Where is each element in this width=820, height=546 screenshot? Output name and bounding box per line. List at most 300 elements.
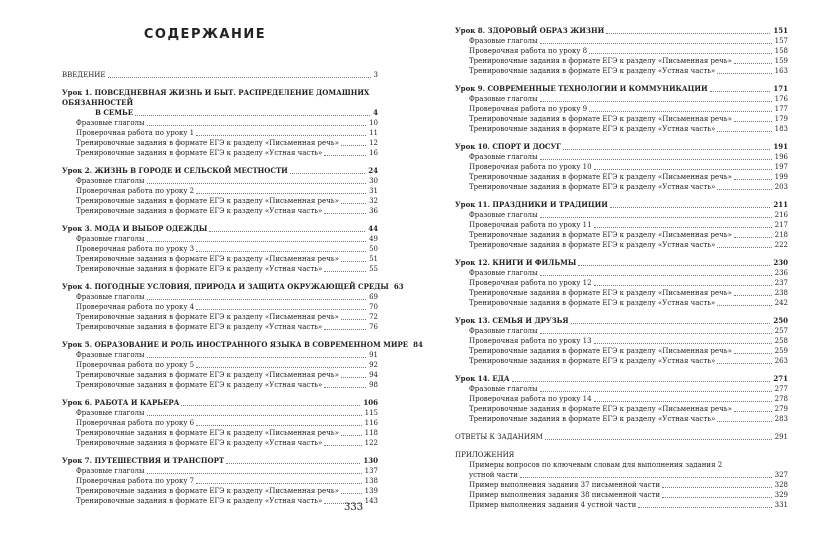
entry-page-number: 197 <box>774 163 788 171</box>
page-title: СОДЕРЖАНИЕ <box>143 27 267 42</box>
toc-section <box>455 450 788 510</box>
dot-leader <box>324 212 366 214</box>
toc-list <box>62 70 423 514</box>
entry-page-number: 116 <box>364 419 378 427</box>
toc-entry[interactable] <box>62 118 378 128</box>
entry-page-number: 328 <box>774 481 788 489</box>
entry-page-number: 36 <box>369 207 378 215</box>
entry-title: Тренировочные задания в формате ЕГЭ к разделу «Устная часть» <box>469 415 716 423</box>
toc-entry[interactable] <box>62 496 378 506</box>
entry-title: Проверочная работа по уроку 6 <box>76 419 195 427</box>
entry-title: Проверочная работа по уроку 11 <box>469 221 592 229</box>
entry-page-number: 222 <box>774 241 788 249</box>
entry-title: Урок 7. ПУТЕШЕСТВИЯ И ТРАНСПОРТ <box>62 456 225 465</box>
entry-page-number: 72 <box>369 313 378 321</box>
toc-entry[interactable] <box>62 380 378 390</box>
toc-section <box>455 432 788 442</box>
toc-heading[interactable] <box>455 432 788 442</box>
entry-page-number: 271 <box>773 374 788 383</box>
dot-leader <box>571 322 771 324</box>
entry-title: Тренировочные задания в формате ЕГЭ к разделу «Письменная речь» <box>469 57 732 65</box>
entry-title: Тренировочные задания в формате ЕГЭ к разделу «Письменная речь» <box>469 173 732 181</box>
toc-entry[interactable] <box>62 264 378 274</box>
toc-entry[interactable] <box>455 470 788 480</box>
toc-section <box>62 340 423 390</box>
toc-entry[interactable] <box>455 326 788 336</box>
entry-title: Фразовые глаголы <box>469 153 538 161</box>
toc-section <box>455 200 788 250</box>
dot-leader <box>196 366 366 368</box>
toc-section <box>455 84 788 134</box>
entry-page-number: 283 <box>774 415 788 423</box>
dot-leader <box>610 206 770 208</box>
entry-title: Проверочная работа по уроку 1 <box>76 129 195 137</box>
entry-page-number: 183 <box>774 125 788 133</box>
toc-section <box>62 456 378 506</box>
entry-title: Проверочная работа по уроку 2 <box>76 187 195 195</box>
entry-title: Тренировочные задания в формате ЕГЭ к разделу «Письменная речь» <box>76 197 339 205</box>
entry-title: Фразовые глаголы <box>76 235 145 243</box>
toc-entry[interactable] <box>62 438 378 448</box>
entry-title: Урок 14. ЕДА <box>455 374 510 383</box>
dot-leader <box>717 362 771 364</box>
dot-leader <box>147 240 367 242</box>
dot-leader <box>734 120 772 122</box>
toc-heading[interactable] <box>455 200 788 210</box>
entry-page-number: 63 <box>393 282 404 291</box>
toc-heading[interactable] <box>62 224 378 234</box>
entry-page-number: 91 <box>369 351 378 359</box>
toc-entry[interactable] <box>455 182 788 192</box>
dot-leader <box>341 434 362 436</box>
entry-title: Тренировочные задания в формате ЕГЭ к разделу «Устная часть» <box>76 207 323 215</box>
entry-title: Тренировочные задания в формате ЕГЭ к разделу «Письменная речь» <box>76 255 339 263</box>
entry-page-number: 171 <box>773 84 788 93</box>
entry-title: Проверочная работа по уроку 13 <box>469 337 592 345</box>
entry-title: Тренировочные задания в формате ЕГЭ к разделу «Письменная речь» <box>469 289 732 297</box>
entry-title: Проверочная работа по уроку 14 <box>469 395 592 403</box>
entry-page-number: 157 <box>774 37 788 45</box>
entry-page-number: 50 <box>369 245 378 253</box>
toc-entry[interactable] <box>455 94 788 104</box>
entry-page-number: 329 <box>774 491 788 499</box>
dot-leader <box>589 110 771 112</box>
entry-title: Тренировочные задания в формате ЕГЭ к разделу «Устная часть» <box>76 323 323 331</box>
toc-entry[interactable] <box>455 66 788 76</box>
toc-entry[interactable] <box>62 476 378 486</box>
toc-entry[interactable] <box>62 254 378 264</box>
toc-heading[interactable] <box>455 450 788 460</box>
entry-title: Фразовые глаголы <box>469 95 538 103</box>
entry-page-number: 118 <box>364 429 378 437</box>
entry-page-number: 237 <box>774 279 788 287</box>
toc-section <box>62 224 378 274</box>
entry-title: Проверочная работа по уроку 7 <box>76 477 195 485</box>
entry-page-number: 218 <box>774 231 788 239</box>
dot-leader <box>147 124 367 126</box>
entry-page-number: 49 <box>369 235 378 243</box>
toc-entry[interactable] <box>455 114 788 124</box>
entry-page-number: 44 <box>368 224 378 233</box>
entry-title: Тренировочные задания в формате ЕГЭ к разделу «Устная часть» <box>76 381 323 389</box>
entry-title: Урок 5. ОБРАЗОВАНИЕ И РОЛЬ ИНОСТРАННОГО ЯЗЫКА В СОВРЕМЕННОМ МИРЕ <box>62 340 409 349</box>
dot-leader <box>147 472 362 474</box>
entry-title: Тренировочные задания в формате ЕГЭ к разделу «Письменная речь» <box>469 115 732 123</box>
dot-leader <box>341 376 366 378</box>
toc-entry[interactable] <box>62 370 378 380</box>
entry-title: Урок 12. КНИГИ И ФИЛЬМЫ <box>455 258 577 267</box>
entry-page-number: 250 <box>773 316 788 325</box>
entry-title: Тренировочные задания в формате ЕГЭ к разделу «Письменная речь» <box>76 487 339 495</box>
dot-leader <box>196 424 361 426</box>
entry-page-number: 277 <box>774 385 788 393</box>
entry-title: Проверочная работа по уроку 8 <box>469 47 588 55</box>
entry-title: ПРИЛОЖЕНИЯ <box>455 451 515 459</box>
toc-entry[interactable] <box>455 124 788 134</box>
dot-leader <box>181 404 360 406</box>
toc-section <box>455 26 788 76</box>
entry-title: Урок 11. ПРАЗДНИКИ И ТРАДИЦИИ <box>455 200 608 209</box>
entry-title: Тренировочные задания в формате ЕГЭ к разделу «Письменная речь» <box>469 347 732 355</box>
dot-leader <box>147 298 367 300</box>
toc-heading[interactable] <box>455 142 788 152</box>
entry-page-number: 279 <box>774 405 788 413</box>
dot-leader <box>341 144 366 146</box>
dot-leader <box>734 410 772 412</box>
dot-leader <box>196 308 366 310</box>
entry-title: Фразовые глаголы <box>469 385 538 393</box>
entry-title: Фразовые глаголы <box>76 409 145 417</box>
dot-leader <box>520 476 772 478</box>
entry-title: Фразовые глаголы <box>469 269 538 277</box>
toc-heading[interactable] <box>455 374 788 384</box>
entry-page-number: 163 <box>774 67 788 75</box>
entry-title: Проверочная работа по уроку 4 <box>76 303 195 311</box>
toc-entry[interactable] <box>455 480 788 490</box>
entry-page-number: 137 <box>364 467 378 475</box>
dot-leader <box>324 270 366 272</box>
entry-page-number: 51 <box>369 255 378 263</box>
entry-page-number: 176 <box>774 95 788 103</box>
toc-section <box>62 70 378 80</box>
toc-entry[interactable] <box>455 336 788 346</box>
entry-title: ВВЕДЕНИЕ <box>62 71 106 79</box>
toc-entry[interactable] <box>455 298 788 308</box>
toc-heading[interactable] <box>455 84 788 94</box>
entry-page-number: 257 <box>774 327 788 335</box>
dot-leader <box>734 62 772 64</box>
dot-leader <box>710 90 771 92</box>
entry-title: Урок 10. СПОРТ И ДОСУГ <box>455 142 561 151</box>
entry-title: Тренировочные задания в формате ЕГЭ к разделу «Письменная речь» <box>76 371 339 379</box>
dot-leader <box>606 32 770 34</box>
entry-page-number: 196 <box>774 153 788 161</box>
toc-list <box>455 26 788 518</box>
toc-entry[interactable] <box>62 138 378 148</box>
toc-heading[interactable] <box>455 316 788 326</box>
dot-leader <box>324 328 366 330</box>
toc-entry[interactable] <box>62 206 378 216</box>
entry-page-number: 32 <box>369 197 378 205</box>
entry-page-number: 259 <box>774 347 788 355</box>
entry-page-number: 10 <box>369 119 378 127</box>
toc-section <box>455 316 788 366</box>
toc-entry[interactable] <box>62 350 378 360</box>
toc-entry[interactable] <box>62 360 378 370</box>
toc-section <box>62 398 378 448</box>
dot-leader <box>209 230 365 232</box>
toc-entry[interactable] <box>455 230 788 240</box>
entry-title: ОТВЕТЫ К ЗАДАНИЯМ <box>455 433 543 441</box>
toc-entry[interactable] <box>62 148 378 158</box>
dot-leader <box>324 444 361 446</box>
entry-page-number: 122 <box>364 439 378 447</box>
toc-entry[interactable] <box>455 104 788 114</box>
entry-title: устной части <box>469 471 518 479</box>
toc-entry[interactable] <box>62 408 378 418</box>
dot-leader <box>540 390 772 392</box>
toc-entry[interactable] <box>62 486 378 496</box>
dot-leader <box>540 42 772 44</box>
page-number: 333 <box>344 502 364 513</box>
entry-title: Урок 9. СОВРЕМЕННЫЕ ТЕХНОЛОГИИ И КОММУНИКАЦИИ <box>455 84 708 93</box>
toc-entry[interactable] <box>455 490 788 500</box>
dot-leader <box>341 318 366 320</box>
toc-entry[interactable] <box>455 288 788 298</box>
entry-page-number: 191 <box>773 142 788 151</box>
dot-leader <box>545 438 772 440</box>
entry-title: Урок 13. СЕМЬЯ И ДРУЗЬЯ <box>455 316 569 325</box>
toc-entry[interactable] <box>62 244 378 254</box>
entry-page-number: 11 <box>369 129 378 137</box>
dot-leader <box>341 492 362 494</box>
entry-page-number: 12 <box>369 139 378 147</box>
toc-entry[interactable] <box>455 240 788 250</box>
toc-entry[interactable] <box>455 356 788 366</box>
entry-page-number: 94 <box>369 371 378 379</box>
entry-title: Фразовые глаголы <box>76 351 145 359</box>
toc-entry[interactable] <box>455 56 788 66</box>
toc-entry[interactable] <box>455 220 788 230</box>
entry-page-number: 177 <box>774 105 788 113</box>
toc-heading-line: Урок 1. ПОВСЕДНЕВНАЯ ЖИЗНЬ И БЫТ. РАСПРЕДЕЛЕНИЕ ДОМАШНИХ ОБЯЗАННОСТЕЙ <box>62 88 370 107</box>
entry-page-number: 3 <box>373 71 378 79</box>
toc-entry-line: Примеры вопросов по ключевым словам для выполнения задания 2 <box>469 461 723 469</box>
entry-page-number: 69 <box>369 293 378 301</box>
entry-title: Пример выполнения задания 4 устной части <box>469 501 637 509</box>
toc-heading[interactable] <box>62 282 404 292</box>
dot-leader <box>135 114 370 116</box>
toc-heading[interactable] <box>62 70 378 80</box>
toc-entry[interactable] <box>455 210 788 220</box>
entry-title: Фразовые глаголы <box>76 177 145 185</box>
entry-title: Фразовые глаголы <box>76 293 145 301</box>
dot-leader <box>540 332 772 334</box>
toc-entry[interactable] <box>62 418 378 428</box>
entry-title: Урок 8. ЗДОРОВЫЙ ОБРАЗ ЖИЗНИ <box>455 26 605 35</box>
entry-title: В СЕМЬЕ <box>95 108 134 117</box>
dot-leader <box>717 188 771 190</box>
entry-title: Фразовые глаголы <box>76 467 145 475</box>
entry-page-number: 238 <box>774 289 788 297</box>
dot-leader <box>662 496 772 498</box>
dot-leader <box>540 158 772 160</box>
entry-page-number: 92 <box>369 361 378 369</box>
toc-entry[interactable] <box>62 428 378 438</box>
dot-leader <box>594 284 772 286</box>
entry-page-number: 31 <box>369 187 378 195</box>
entry-page-number: 278 <box>774 395 788 403</box>
dot-leader <box>717 304 771 306</box>
toc-heading[interactable] <box>62 340 423 350</box>
dot-leader <box>512 380 771 382</box>
toc-entry[interactable] <box>62 196 378 206</box>
dot-leader <box>734 236 772 238</box>
toc-entry[interactable] <box>62 292 378 302</box>
entry-page-number: 138 <box>364 477 378 485</box>
entry-title: Тренировочные задания в формате ЕГЭ к разделу «Устная часть» <box>76 149 323 157</box>
toc-entry[interactable] <box>455 500 788 510</box>
entry-title: Фразовые глаголы <box>469 211 538 219</box>
toc-entry[interactable] <box>455 172 788 182</box>
dot-leader <box>594 342 772 344</box>
entry-title: Тренировочные задания в формате ЕГЭ к разделу «Устная часть» <box>469 183 716 191</box>
entry-page-number: 159 <box>774 57 788 65</box>
toc-heading[interactable] <box>62 398 378 408</box>
entry-page-number: 236 <box>774 269 788 277</box>
toc-heading[interactable] <box>62 108 378 118</box>
entry-title: Пример выполнения задания 37 письменной части <box>469 481 661 489</box>
toc-entry[interactable] <box>455 36 788 46</box>
dot-leader <box>717 246 771 248</box>
entry-title: Пример выполнения задания 38 письменной части <box>469 491 661 499</box>
entry-page-number: 199 <box>774 173 788 181</box>
toc-entry[interactable] <box>455 404 788 414</box>
entry-page-number: 179 <box>774 115 788 123</box>
dot-leader <box>147 414 362 416</box>
entry-page-number: 217 <box>774 221 788 229</box>
toc-section <box>455 258 788 308</box>
dot-leader <box>226 462 360 464</box>
entry-page-number: 115 <box>364 409 378 417</box>
dot-leader <box>717 72 771 74</box>
entry-page-number: 203 <box>774 183 788 191</box>
toc-heading[interactable] <box>62 166 378 176</box>
entry-title: Тренировочные задания в формате ЕГЭ к разделу «Устная часть» <box>76 265 323 273</box>
entry-title: Тренировочные задания в формате ЕГЭ к разделу «Письменная речь» <box>76 313 339 321</box>
toc-heading[interactable] <box>62 456 378 466</box>
entry-title: Тренировочные задания в формате ЕГЭ к разделу «Устная часть» <box>469 299 716 307</box>
dot-leader <box>108 76 371 78</box>
toc-entry[interactable] <box>62 312 378 322</box>
dot-leader <box>324 386 366 388</box>
dot-leader <box>734 178 772 180</box>
dot-leader <box>563 148 770 150</box>
entry-page-number: 76 <box>369 323 378 331</box>
dot-leader <box>717 130 771 132</box>
dot-leader <box>196 192 366 194</box>
dot-leader <box>147 182 367 184</box>
toc-entry[interactable] <box>455 394 788 404</box>
entry-page-number: 230 <box>773 258 788 267</box>
toc-entry[interactable] <box>455 162 788 172</box>
toc-heading[interactable] <box>455 258 788 268</box>
dot-leader <box>341 202 366 204</box>
entry-page-number: 55 <box>369 265 378 273</box>
toc-entry[interactable] <box>455 46 788 56</box>
dot-leader <box>341 260 366 262</box>
toc-entry[interactable] <box>455 268 788 278</box>
entry-title: Тренировочные задания в формате ЕГЭ к разделу «Письменная речь» <box>76 429 339 437</box>
dot-leader <box>594 400 772 402</box>
entry-title: Фразовые глаголы <box>469 327 538 335</box>
dot-leader <box>196 134 366 136</box>
toc-section <box>62 166 378 216</box>
entry-page-number: 84 <box>413 340 423 349</box>
dot-leader <box>290 172 365 174</box>
toc-section <box>62 88 378 158</box>
entry-title: Тренировочные задания в формате ЕГЭ к разделу «Письменная речь» <box>469 231 732 239</box>
entry-title: Тренировочные задания в формате ЕГЭ к разделу «Устная часть» <box>469 357 716 365</box>
entry-title: Тренировочные задания в формате ЕГЭ к разделу «Устная часть» <box>76 497 323 505</box>
dot-leader <box>594 168 772 170</box>
toc-heading[interactable] <box>455 26 788 36</box>
dot-leader <box>324 154 366 156</box>
entry-page-number: 24 <box>368 166 378 175</box>
toc-entry[interactable] <box>62 234 378 244</box>
entry-title: Проверочная работа по уроку 3 <box>76 245 195 253</box>
entry-page-number: 16 <box>369 149 378 157</box>
dot-leader <box>638 506 771 508</box>
dot-leader <box>589 52 771 54</box>
toc-entry[interactable] <box>62 176 378 186</box>
toc-entry[interactable] <box>62 302 378 312</box>
toc-entry[interactable] <box>62 128 378 138</box>
entry-title: Тренировочные задания в формате ЕГЭ к разделу «Письменная речь» <box>76 139 339 147</box>
toc-entry[interactable] <box>62 186 378 196</box>
dot-leader <box>662 486 772 488</box>
entry-page-number: 70 <box>369 303 378 311</box>
dot-leader <box>594 226 772 228</box>
entry-title: Проверочная работа по уроку 12 <box>469 279 592 287</box>
entry-page-number: 106 <box>363 398 378 407</box>
entry-title: Тренировочные задания в формате ЕГЭ к разделу «Устная часть» <box>469 241 716 249</box>
entry-title: Проверочная работа по уроку 5 <box>76 361 195 369</box>
entry-title: Тренировочные задания в формате ЕГЭ к разделу «Устная часть» <box>469 67 716 75</box>
toc-entry[interactable] <box>455 278 788 288</box>
toc-section <box>62 282 404 332</box>
entry-title: Тренировочные задания в формате ЕГЭ к разделу «Устная часть» <box>469 125 716 133</box>
dot-leader <box>196 250 366 252</box>
dot-leader <box>540 216 772 218</box>
entry-page-number: 258 <box>774 337 788 345</box>
right-page <box>410 0 820 546</box>
dot-leader <box>540 274 772 276</box>
toc-entry[interactable] <box>62 322 378 332</box>
entry-page-number: 151 <box>773 26 788 35</box>
toc-entry[interactable] <box>455 384 788 394</box>
toc-section <box>455 142 788 192</box>
toc-entry[interactable] <box>455 152 788 162</box>
entry-title: Урок 2. ЖИЗНЬ В ГОРОДЕ И СЕЛЬСКОЙ МЕСТНОСТИ <box>62 166 288 175</box>
entry-page-number: 4 <box>373 108 378 117</box>
toc-entry[interactable] <box>455 414 788 424</box>
toc-entry[interactable] <box>455 346 788 356</box>
entry-title: Проверочная работа по уроку 10 <box>469 163 592 171</box>
entry-title: Фразовые глаголы <box>76 119 145 127</box>
dot-leader <box>578 264 770 266</box>
toc-entry[interactable] <box>62 466 378 476</box>
